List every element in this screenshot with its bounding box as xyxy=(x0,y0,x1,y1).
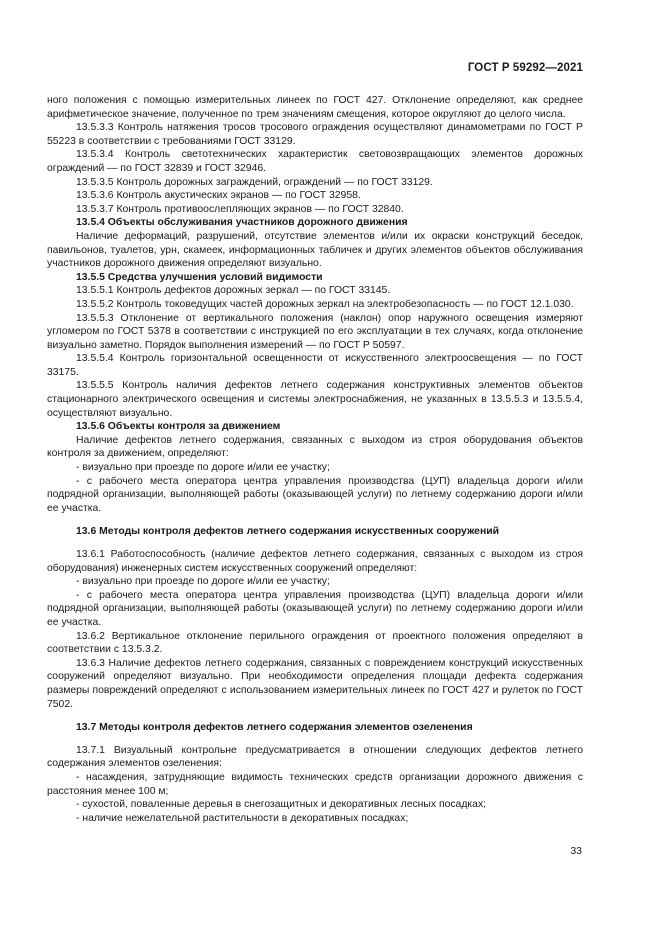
subsection-heading: 13.5.6 Объекты контроля за движением xyxy=(76,421,281,433)
paragraph-continued: ного положения с помощью измерительных линеек по ГОСТ 427. Отклонение определяют, как среднее арифметическое значение, полученное по трем значениям смещения, которое округляют до целого числа. xyxy=(47,95,583,120)
paragraph: 13.5.3.5 Контроль дорожных заграждений, ограждений — по ГОСТ 33129. xyxy=(76,176,433,188)
paragraph: 13.5.3.7 Контроль противоослепляющих экранов — по ГОСТ 32840. xyxy=(76,203,404,215)
list-item: - насаждения, затрудняющие видимость технических средств организации дорожного движения с расстояния менее 100 м; xyxy=(47,771,583,797)
paragraph: 13.6.3 Наличие дефектов летнего содержания, связанных с повреждением конструкций искусственных сооружений определяют визуально. При необходимости определения площади дефекта содержания размеры повреждений определяют с использованием измерительных линеек по ГОСТ 427 и рулеток по ГОСТ 7502. xyxy=(47,657,583,710)
list-item: - сухостой, поваленные деревья в снегозащитных и декоративных лесных посадках; xyxy=(76,799,487,811)
paragraph: 13.5.5.2 Контроль токоведущих частей дорожных зеркал на электробезопасность — по ГОСТ 12.1.030. xyxy=(76,298,574,310)
paragraph: 13.5.3.4 Контроль светотехнических характеристик световозвращающих элементов дорожных ограждений — по ГОСТ 32839 и ГОСТ 32946. xyxy=(47,149,583,174)
page-number: 33 xyxy=(570,845,582,857)
list-item: - визуально при проезде по дороге и/или ее участку; xyxy=(76,576,330,588)
subsection-heading: 13.5.4 Объекты обслуживания участников дорожного движения xyxy=(76,217,408,229)
paragraph: 13.5.3.3 Контроль натяжения тросов тросового ограждения осуществляют динамометрами по ГОСТ Р 55223 в соответствии с требованиями ГОСТ 33129. xyxy=(47,122,583,147)
section-heading: 13.6 Методы контроля дефектов летнего содержания искусственных сооружений xyxy=(76,526,500,538)
paragraph: Наличие дефектов летнего содержания, связанных с выходом из строя оборудования объектов контроля за движением, определяют: xyxy=(47,434,583,460)
paragraph: 13.5.5.4 Контроль горизонтальной освещенности от искусственного электроосвещения — по ГОСТ 33175. xyxy=(47,353,583,378)
list-item: - с рабочего места оператора центра управления производства (ЦУП) владельца дороги и/или подрядной организации, выполняющей работы (оказывающей услуги) по летнему содержанию дороги и/или ее участка. xyxy=(47,475,583,514)
subsection-heading: 13.5.5 Средства улучшения условий видимости xyxy=(76,271,323,283)
list-item: - визуально при проезде по дороге и/или ее участку; xyxy=(76,462,330,474)
paragraph: 13.5.5.5 Контроль наличия дефектов летнего содержания конструктивных элементов объектов стационарного электрического освещения и системы электроснабжения, не указанных в 13.5.5.3 и 13.5.5.4, осуществляют визуально. xyxy=(47,380,583,419)
paragraph: 13.7.1 Визуальный контрольне предусматривается в отношении следующих дефектов летнего содержания элементов озеленения: xyxy=(47,744,583,770)
paragraph: 13.5.5.1 Контроль дефектов дорожных зеркал — по ГОСТ 33145. xyxy=(76,285,391,297)
document-header: ГОСТ Р 59292—2021 xyxy=(467,62,583,74)
paragraph: 13.6.2 Вертикальное отклонение перильного ограждения от проектного положения определяют в соответствии с 13.5.3.2. xyxy=(47,630,583,656)
document-body xyxy=(47,94,583,825)
paragraph: Наличие деформаций, разрушений, отсутствие элементов и/или их окраски конструкций беседок, павильонов, туалетов, урн, скамеек, информационных табличек и других элементов объектов обслуживания участников дорожного движения определяют визуально. xyxy=(47,230,583,270)
paragraph: 13.5.5.3 Отклонение от вертикального положения (наклон) опор наружного освещения измеряют угломером по ГОСТ 5378 в соответствии с инструкцией по его эксплуатации в тех случаях, когда отклонение визуально заметно. Порядок выполнения измерений — по ГОСТ Р 50597. xyxy=(47,312,583,351)
list-item: - наличие нежелательной растительности в декоративных посадках; xyxy=(76,812,409,824)
section-heading: 13.7 Методы контроля дефектов летнего содержания элементов озеленения xyxy=(76,722,473,734)
paragraph: 13.5.3.6 Контроль акустических экранов — по ГОСТ 32958. xyxy=(76,190,361,202)
list-item: - с рабочего места оператора центра управления производства (ЦУП) владельца дороги и/или подрядной организации, выполняющей работы (оказывающей услуги) по летнему содержанию дороги и/или ее участка. xyxy=(47,589,583,628)
paragraph: 13.6.1 Работоспособность (наличие дефектов летнего содержания, связанных с выходом из строя оборудования) инженерных систем искусственных сооружений определяют: xyxy=(47,549,583,574)
